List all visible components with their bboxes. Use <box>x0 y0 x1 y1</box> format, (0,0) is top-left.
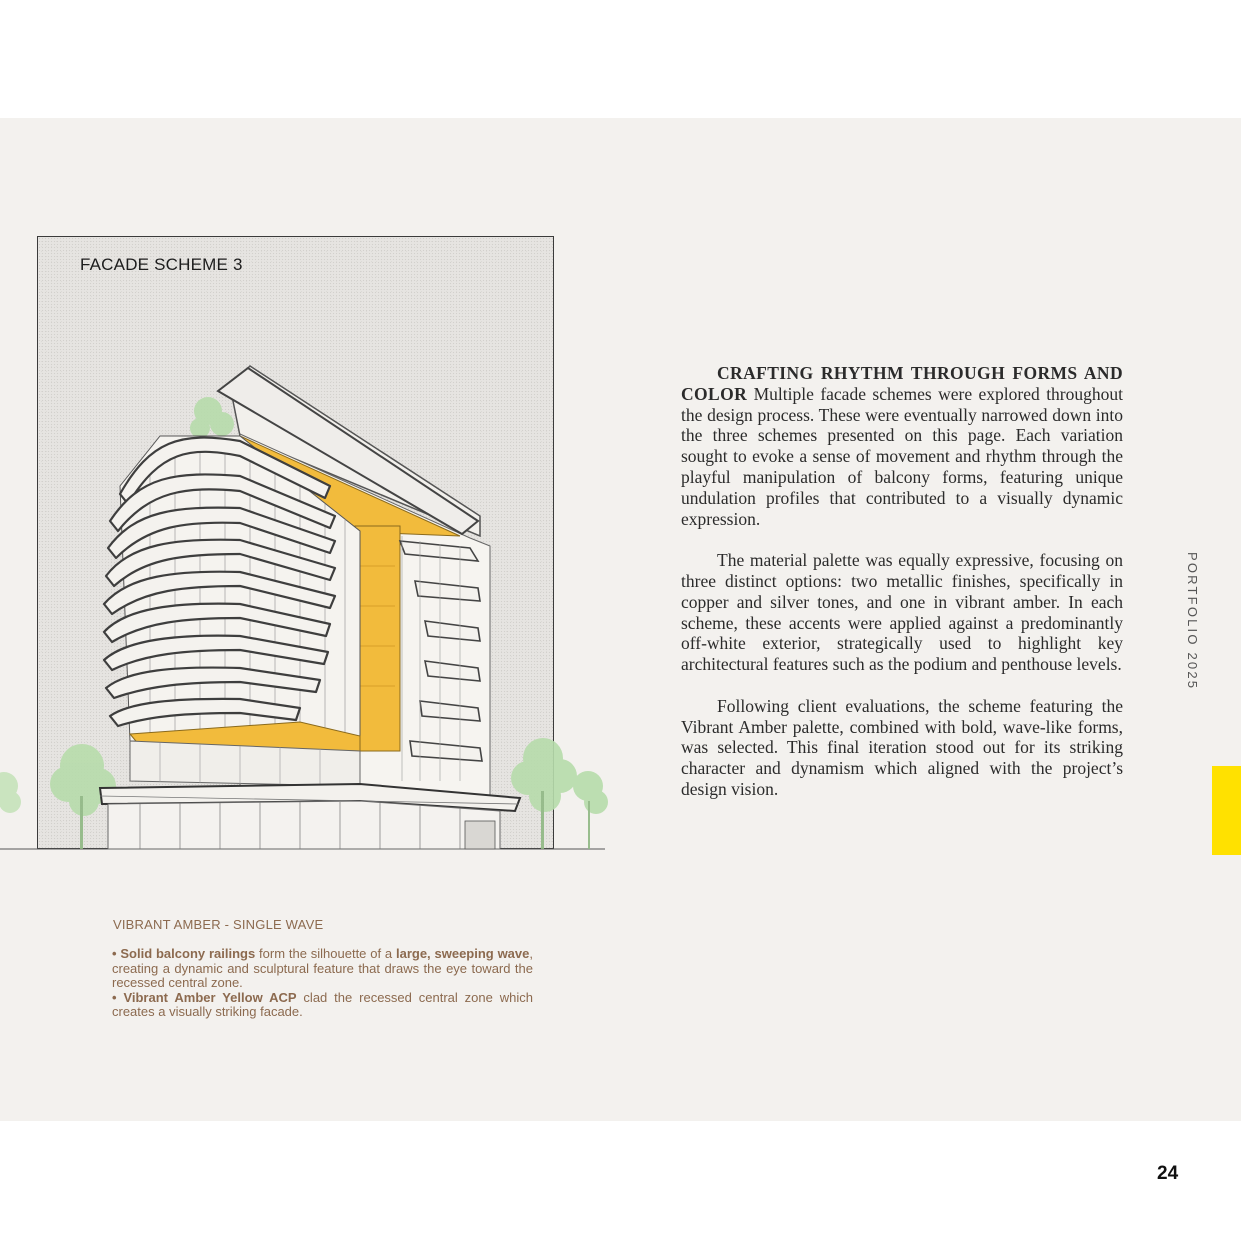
essay-heading: CRAFTING RHYTHM THROUGH FORMS AND COLOR <box>681 363 1123 404</box>
essay-p1-body: Multiple facade schemes were explored throughout the design process. These were eventually narrowed down into the three schemes presented on this page. Each variation sought to evoke a sense of movement and rhythm through the playful manipulation of balcony forms, featuring unique undulation profiles that contributed to a visually dynamic expression. <box>681 383 1123 529</box>
caption-bullet1-end: , creating a dynamic and sculptural feature that draws the eye toward the recessed central zone. <box>112 946 533 990</box>
caption-bullet2-end: clad the recessed central zone which creates a visually striking facade. <box>112 989 533 1019</box>
caption-bullet1-bold: • Solid balcony railings <box>112 946 256 961</box>
caption-bullet1-bold2: large, sweeping wave <box>395 946 530 961</box>
caption-body <box>112 947 533 1020</box>
page-number: 24 <box>1157 1163 1179 1184</box>
rooftop-tree <box>190 397 234 438</box>
portfolio-side-label <box>1180 552 1202 692</box>
essay-text <box>681 363 1123 821</box>
caption-bullet2-bold: • Vibrant Amber Yellow ACP <box>112 989 297 1005</box>
building-illustration <box>0 236 610 856</box>
figure-title: FACADE SCHEME 3 <box>80 255 243 274</box>
section-tab-marker <box>1212 766 1241 855</box>
essay-paragraph-2: The material palette was equally expressive, focusing on three distinct options: two metallic finishes, specifically in copper and silver tones, and one in vibrant amber. In each scheme, these accents were applied against a predominantly off-white exterior, strategically used to highlight key architectural features such as the podium and penthouse levels. <box>681 550 1123 675</box>
tree-right <box>511 738 608 849</box>
essay-paragraph-1 <box>681 363 1123 529</box>
caption-bullet1-mid: form the silhouette of a <box>255 946 396 961</box>
tree-far-left <box>0 772 21 813</box>
caption-title: VIBRANT AMBER - SINGLE WAVE <box>113 917 324 932</box>
essay-paragraph-3: Following client evaluations, the scheme featuring the Vibrant Amber palette, combined with bold, wave-like forms, was selected. This final iteration stood out for its striking character and dynamism which aligned with the project’s design vision. <box>681 695 1123 799</box>
portfolio-label-text: PORTFOLIO 2025 <box>1185 552 1200 691</box>
